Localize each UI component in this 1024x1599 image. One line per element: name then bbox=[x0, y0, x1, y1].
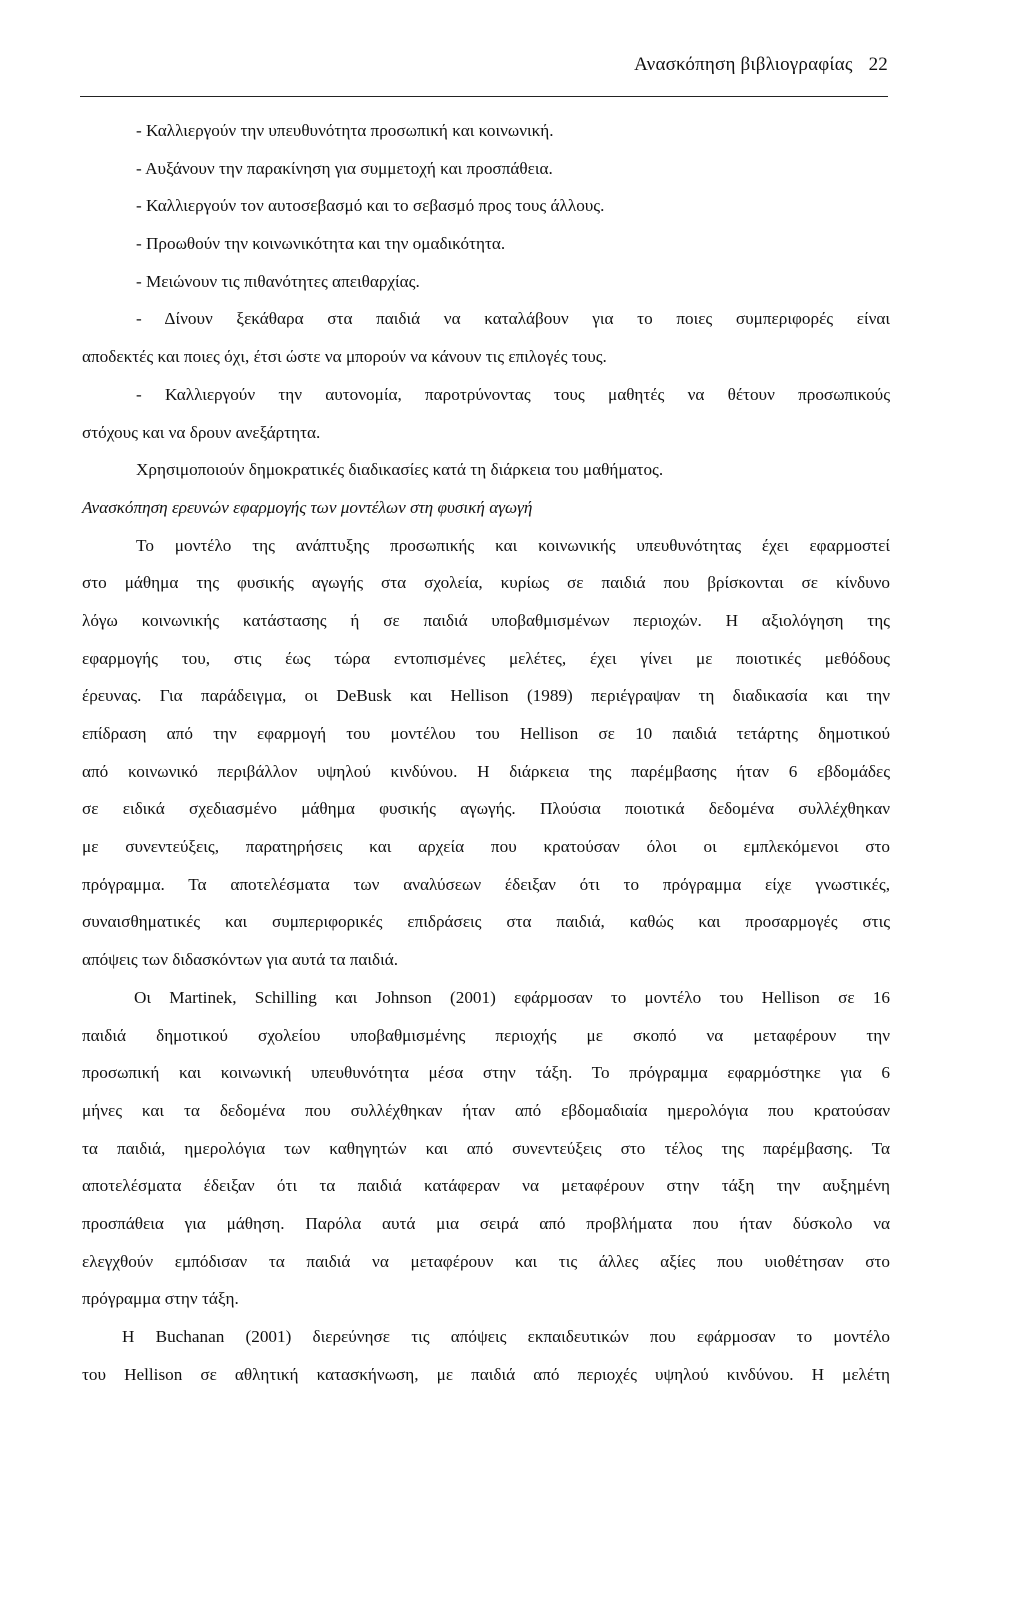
paragraph-line: Η Buchanan (2001) διερεύνησε τις απόψεις εκπαιδευτικών που εφάρμοσαν το μοντέλο bbox=[122, 1327, 890, 1346]
paragraph-line: λόγω κοινωνικής κατάστασης ή σε παιδιά υποβαθμισμένων περιοχών. Η αξιολόγηση της bbox=[82, 610, 890, 630]
paragraph-line: παιδιά δημοτικού σχολείου υποβαθμισμένης περιοχής με σκοπό να μεταφέρουν την bbox=[82, 1025, 890, 1045]
paragraph-line: συναισθηματικές και συμπεριφορικές επιδράσεις στα παιδιά, καθώς και προσαρμογές στις bbox=[82, 912, 890, 932]
list-item: - Προωθούν την κοινωνικότητα και την ομαδικότητα. bbox=[136, 234, 506, 254]
page-number: 22 bbox=[868, 54, 888, 75]
list-item: - Δίνουν ξεκάθαρα στα παιδιά να καταλάβουν για το ποιες συμπεριφορές είναι bbox=[136, 309, 890, 329]
paragraph-line: Οι Martinek, Schilling και Johnson (2001) εφάρμοσαν το μοντέλο του Hellison σε 16 bbox=[134, 987, 890, 1007]
section-heading: Ανασκόπηση ερευνών εφαρμογής των μοντέλων στη φυσική αγωγή bbox=[82, 497, 533, 517]
document-body bbox=[82, 112, 890, 1393]
paragraph-line: απόψεις των διδασκόντων για αυτά τα παιδιά. bbox=[82, 950, 399, 970]
header-title: Ανασκόπηση βιβλιογραφίας bbox=[634, 54, 853, 75]
paragraph-line: προσπάθεια για μάθηση. Παρόλα αυτά μια σειρά από προβλήματα που ήταν δύσκολο να bbox=[82, 1213, 890, 1233]
paragraph-line: από κοινωνικό περιβάλλον υψηλού κινδύνου. Η διάρκεια της παρέμβασης ήταν 6 εβδομάδες bbox=[82, 761, 890, 781]
list-item: - Καλλιεργούν την αυτονομία, παροτρύνοντας τους μαθητές να θέτουν προσωπικούς bbox=[136, 384, 890, 404]
paragraph-line: ελεγχθούν εμπόδισαν τα παιδιά να μεταφέρουν και τις άλλες αξίες που υιοθέτησαν στο bbox=[82, 1251, 890, 1271]
paragraph-line: επίδραση από την εφαρμογή του μοντέλου του Hellison σε 10 παιδιά τετάρτης δημοτικού bbox=[82, 724, 890, 743]
paragraph-line: τα παιδιά, ημερολόγια των καθηγητών και από συνεντεύξεις στο τέλος της παρέμβασης. Τα bbox=[82, 1138, 890, 1158]
list-item-continuation: στόχους και να δρουν ανεξάρτητα. bbox=[82, 422, 321, 442]
paragraph-line: προσωπική και κοινωνική υπευθυνότητα μέσα στην τάξη. Το πρόγραμμα εφαρμόστηκε για 6 bbox=[82, 1063, 890, 1083]
list-item: - Καλλιεργούν την υπευθυνότητα προσωπική και κοινωνική. bbox=[136, 121, 554, 140]
paragraph-line: του Hellison σε αθλητική κατασκήνωση, με παιδιά από περιοχές υψηλού κινδύνου. Η μελέτη bbox=[82, 1364, 890, 1384]
paragraph-line: μήνες και τα δεδομένα που συλλέχθηκαν ήταν από εβδομαδιαία ημερολόγια που κρατούσαν bbox=[82, 1100, 890, 1120]
list-item: - Αυξάνουν την παρακίνηση για συμμετοχή και προσπάθεια. bbox=[136, 158, 553, 178]
list-item: - Καλλιεργούν τον αυτοσεβασμό και το σεβασμό προς τους άλλους. bbox=[136, 196, 605, 216]
paragraph-line: Το μοντέλο της ανάπτυξης προσωπικής και κοινωνικής υπευθυνότητας έχει εφαρμοστεί bbox=[136, 535, 890, 555]
paragraph-line: αποτελέσματα έδειξαν ότι τα παιδιά κατάφεραν να μεταφέρουν στην τάξη την αυξημένη bbox=[82, 1176, 890, 1196]
paragraph-line: σε ειδικά σχεδιασμένο μάθημα φυσικής αγωγής. Πλούσια ποιοτικά δεδομένα συλλέχθηκαν bbox=[82, 799, 890, 819]
list-item: Χρησιμοποιούν δημοκρατικές διαδικασίες κατά τη διάρκεια του μαθήματος. bbox=[136, 460, 664, 480]
paragraph-line: έρευνας. Για παράδειγμα, οι DeBusk και Hellison (1989) περιέγραψαν τη διαδικασία και την bbox=[82, 686, 890, 706]
paragraph-line: εφαρμογής του, στις έως τώρα εντοπισμένες μελέτες, έχει γίνει με ποιοτικές μεθόδους bbox=[82, 648, 890, 668]
paragraph-line: πρόγραμμα στην τάξη. bbox=[82, 1289, 239, 1309]
header-rule bbox=[80, 96, 888, 97]
paragraph-line: στο μάθημα της φυσικής αγωγής στα σχολεία, κυρίως σε παιδιά που βρίσκονται σε κίνδυνο bbox=[82, 573, 890, 593]
paragraph-line: πρόγραμμα. Τα αποτελέσματα των αναλύσεων έδειξαν ότι το πρόγραμμα είχε γνωστικές, bbox=[82, 874, 890, 894]
paragraph-line: με συνεντεύξεις, παρατηρήσεις και αρχεία που κρατούσαν όλοι οι εμπλεκόμενοι στο bbox=[82, 837, 890, 857]
list-item: - Μειώνουν τις πιθανότητες απειθαρχίας. bbox=[136, 271, 420, 291]
list-item-continuation: αποδεκτές και ποιες όχι, έτσι ώστε να μπορούν να κάνουν τις επιλογές τους. bbox=[82, 347, 607, 367]
running-header bbox=[634, 54, 888, 76]
